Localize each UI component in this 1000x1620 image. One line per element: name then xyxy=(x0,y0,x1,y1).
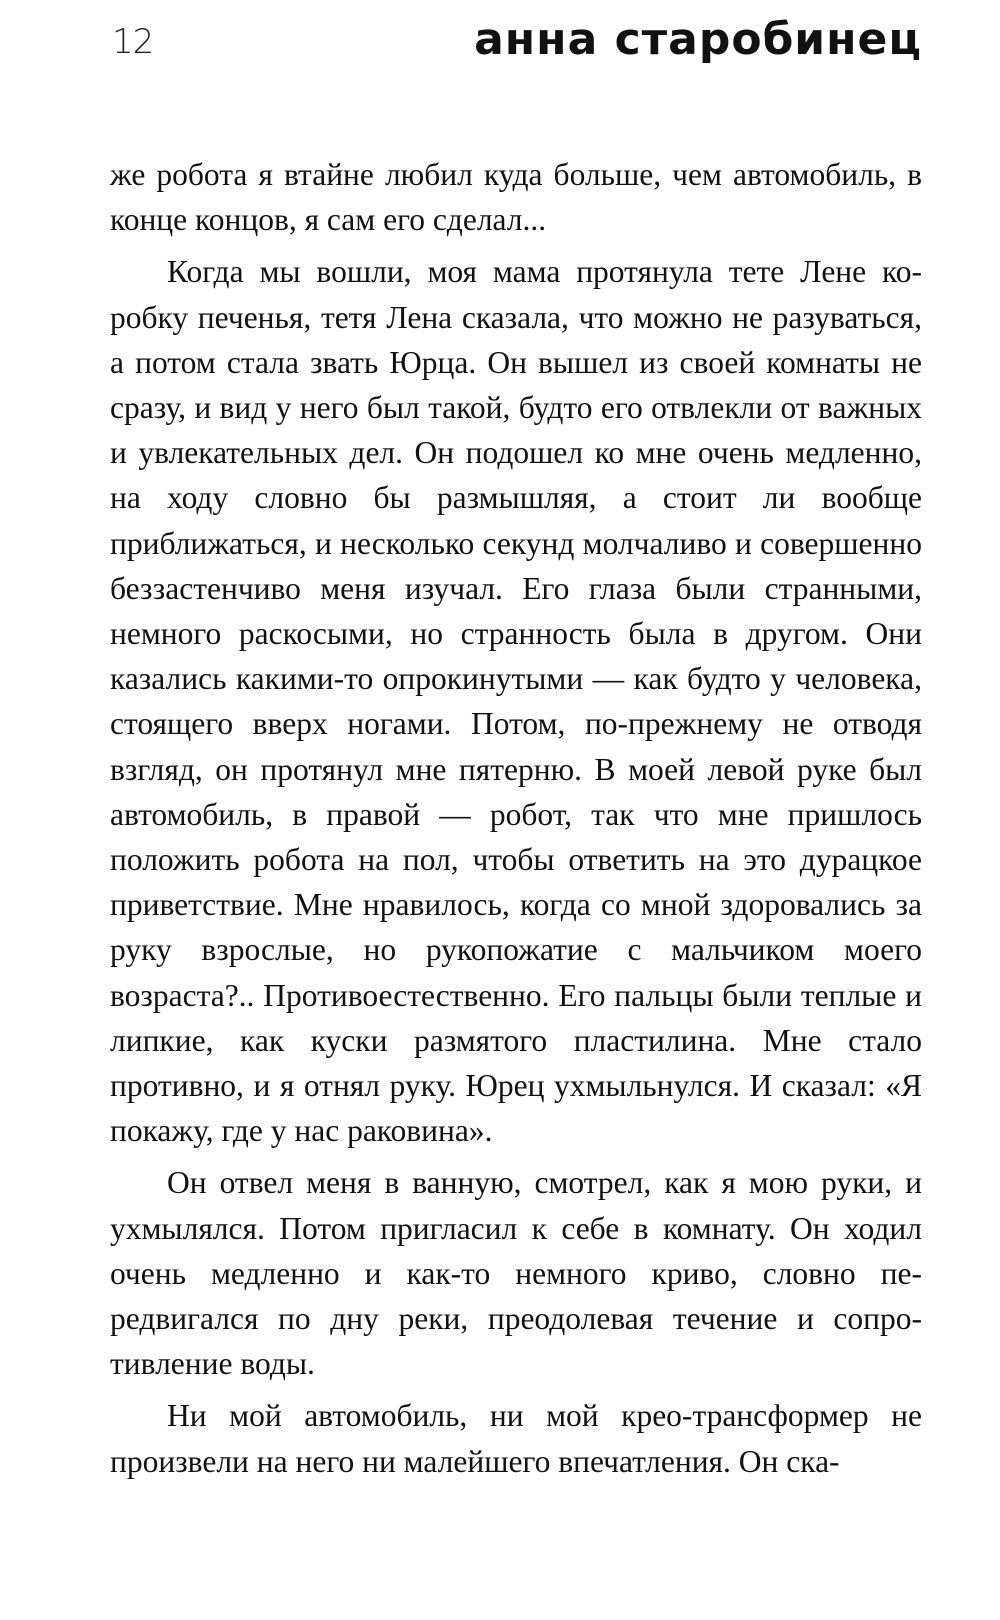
page-number: 12 xyxy=(112,22,154,62)
paragraph: же робота я втайне любил куда больше, чем автомобиль, в конце концов, я сам его сделал... xyxy=(110,157,922,238)
paragraph: Когда мы вошли, моя мама протянула тете Лене коробку печенья, тетя Лена сказала, что можно не разуваться, а потом стала звать Юрца. Он вышел из своей комнаты не сразу, и вид у него был такой, будто его отвлекли от важных и увлекательных дел. Он подошел ко мне очень медленно, на ходу словно бы размышляя, а стоит ли вообще приближаться, и несколько секунд молчаливо и совершенно беззастенчиво меня изучал. Его глаза были странными, немного раскосыми, но странность была в другом. Они казались какими-то опрокинутыми — как будто у человека, стоящего вверх ногами. Потом, по-прежнему не отводя взгляд, он протянул мне пятерню. В моей левой руке был автомобиль, в правой — робот, так что мне пришлось положить робота на пол, чтобы ответить на это дурацкое приветствие. Мне нравилось, когда со мной здоровались за руку взрослые, но рукопожатие с мальчиком моего возраста?.. Противоестественно. Его пальцы были теплые и липкие, как куски размятого пластилина. Мне стало противно, и я отнял руку. Юрец ухмыльнулся. И сказал: «Я покажу, где у нас раковина». xyxy=(110,254,922,1149)
paragraph: Он отвел меня в ванную, смотрел, как я мою руки, и ухмылялся. Потом пригласил к себе в комнату. Он ходил очень медленно и как-то немного криво, словно передвигался по дну реки, преодолевая течение и сопротивление воды. xyxy=(110,1165,922,1382)
running-head-author: анна старобинец xyxy=(474,14,922,65)
paragraph: Ни мой автомобиль, ни мой крео-трансформер не произвели на него ни малейшего впечатления. Он ска- xyxy=(110,1398,922,1479)
body-text xyxy=(110,152,922,1491)
